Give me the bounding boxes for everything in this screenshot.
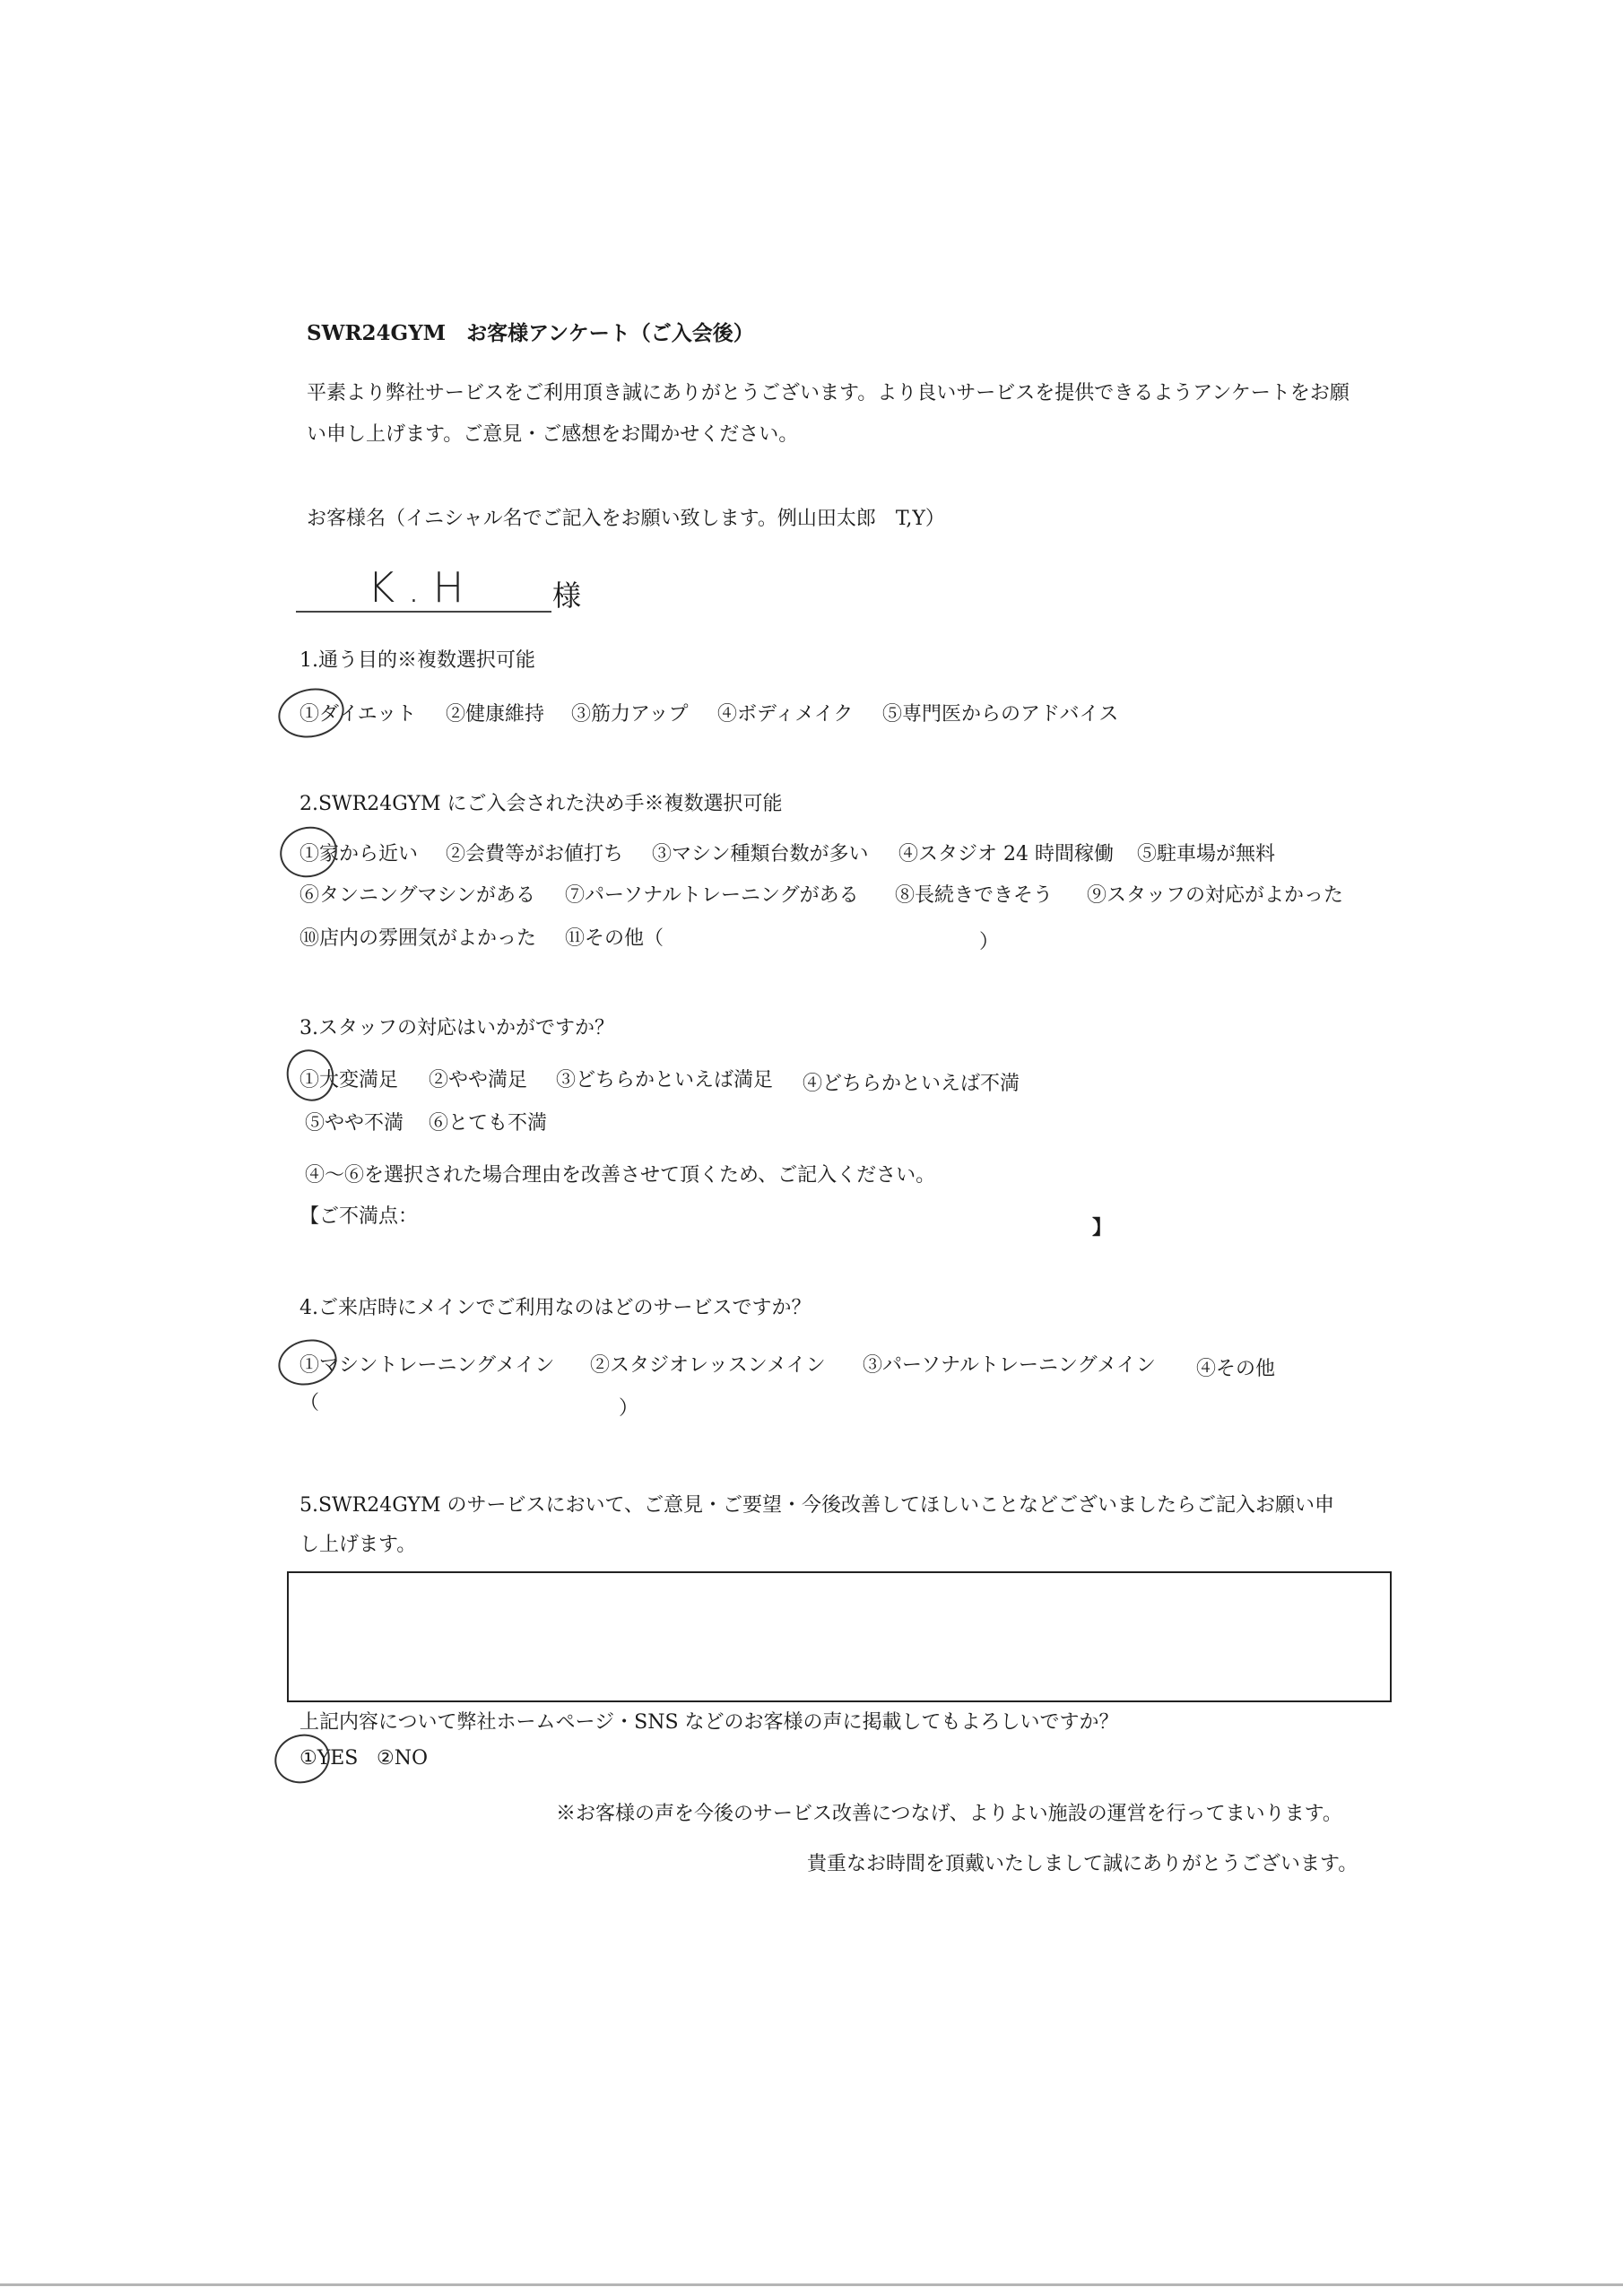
q2-option-long-term[interactable]: ⑧長続きできそう — [895, 884, 1054, 907]
customer-name-label: お客様名（イニシャル名でご記入をお願い致します。例山田太郎 T,Y） — [307, 508, 945, 530]
q4-option-personal[interactable]: ③パーソナルトレーニングメイン — [863, 1354, 1156, 1377]
q2-option-fee[interactable]: ②会費等がお値打ち — [446, 843, 624, 865]
q1-option-muscle[interactable]: ③筋力アップ — [571, 703, 689, 726]
q3-option-rather-satisfied[interactable]: ③どちらかといえば満足 — [556, 1069, 774, 1091]
q2-option-machines[interactable]: ③マシン種類台数が多い — [652, 843, 869, 865]
q3-option-somewhat-satisfied[interactable]: ②やや満足 — [429, 1069, 528, 1091]
q2-question: 2.SWR24GYM にご入会された決め手※複数選択可能 — [299, 793, 783, 815]
customer-name-handwriting: K.H — [368, 563, 477, 612]
publish-selection-circle — [269, 1728, 335, 1790]
q1-question: 1.通う目的※複数選択可能 — [299, 649, 535, 672]
q5-question-line-1: 5.SWR24GYM のサービスにおいて、ご意見・ご要望・今後改善してほしいことなどございましたらご記入お願い申 — [299, 1494, 1335, 1517]
name-underline — [296, 611, 551, 613]
q1-option-body-make[interactable]: ④ボディメイク — [717, 703, 854, 726]
q5-answer-box[interactable] — [287, 1571, 1392, 1702]
q2-option-staff[interactable]: ⑨スタッフの対応がよかった — [1087, 884, 1344, 907]
q3-option-very-satisfied[interactable]: ①大変満足 — [299, 1069, 399, 1091]
q2-selection-circle — [274, 821, 343, 883]
q3-option-very-dissatisfied[interactable]: ⑥とても不満 — [429, 1112, 548, 1135]
q1-selection-circle — [273, 683, 349, 744]
scan-edge-line — [0, 2283, 1623, 2286]
q3-option-somewhat-dissatisfied[interactable]: ⑤やや不満 — [305, 1112, 404, 1135]
q3-complaint-close: 】 — [1092, 1216, 1113, 1239]
q3-selection-circle — [280, 1043, 340, 1107]
publish-option-yes[interactable]: ①YES — [299, 1747, 359, 1770]
q3-question: 3.スタッフの対応はいかがですか？ — [299, 1017, 614, 1039]
intro-line-2: い申し上げます。ご意見・ご感想をお聞かせください。 — [307, 423, 799, 446]
q4-selection-circle — [273, 1334, 342, 1391]
q4-option-other[interactable]: ④その他 — [1196, 1358, 1276, 1380]
q2-option-parking[interactable]: ⑤駐車場が無料 — [1137, 843, 1276, 865]
survey-title: SWR24GYM お客様アンケート（ご入会後） — [307, 321, 754, 345]
q4-option-machine[interactable]: ①マシントレーニングメイン — [299, 1354, 555, 1377]
customer-honorific: 様 — [552, 578, 582, 613]
q4-option-studio[interactable]: ②スタジオレッスンメイン — [590, 1354, 826, 1377]
q3-note: ④～⑥を選択された場合理由を改善させて頂くため、ご記入ください。 — [305, 1164, 936, 1187]
q2-option-other[interactable]: ⑪その他（ — [565, 927, 664, 950]
q1-option-diet[interactable]: ①ダイエット — [299, 703, 417, 726]
q1-option-health[interactable]: ②健康維持 — [446, 703, 545, 726]
publish-option-no[interactable]: ②NO — [377, 1747, 429, 1770]
q2-other-paren-close: ） — [979, 931, 1000, 953]
intro-line-1: 平素より弊社サービスをご利用頂き誠にありがとうございます。より良いサービスを提供できるようアンケートをお願 — [307, 382, 1350, 404]
q3-option-rather-dissatisfied[interactable]: ④どちらかといえば不満 — [803, 1073, 1020, 1095]
q3-complaint-label: 【ご不満点： — [299, 1205, 419, 1228]
publish-question: 上記内容について弊社ホームページ・SNS などのお客様の声に掲載してもよろしいですか？ — [299, 1711, 1119, 1734]
q5-question-line-2: し上げます。 — [299, 1534, 417, 1556]
q2-option-atmosphere[interactable]: ⑩店内の雰囲気がよかった — [299, 927, 537, 950]
q2-option-studio-24h[interactable]: ④スタジオ 24 時間稼働 — [898, 843, 1114, 865]
q2-option-tanning[interactable]: ⑥タンニングマシンがある — [299, 884, 536, 907]
q1-option-specialist[interactable]: ⑤専門医からのアドバイス — [882, 703, 1119, 726]
footer-line-1: ※お客様の声を今後のサービス改善につなげ、よりよい施設の運営を行ってまいります。 — [556, 1803, 1342, 1825]
q4-other-paren-close: ） — [619, 1397, 639, 1420]
q4-question: 4.ご来店時にメインでご利用なのはどのサービスですか？ — [299, 1297, 812, 1319]
footer-line-2: 貴重なお時間を頂戴いたしまして誠にありがとうございます。 — [807, 1853, 1358, 1875]
q2-option-personal[interactable]: ⑦パーソナルトレーニングがある — [565, 884, 859, 907]
q2-option-near-home[interactable]: ①家から近い — [299, 843, 419, 865]
q4-other-paren-open: （ — [299, 1392, 320, 1414]
